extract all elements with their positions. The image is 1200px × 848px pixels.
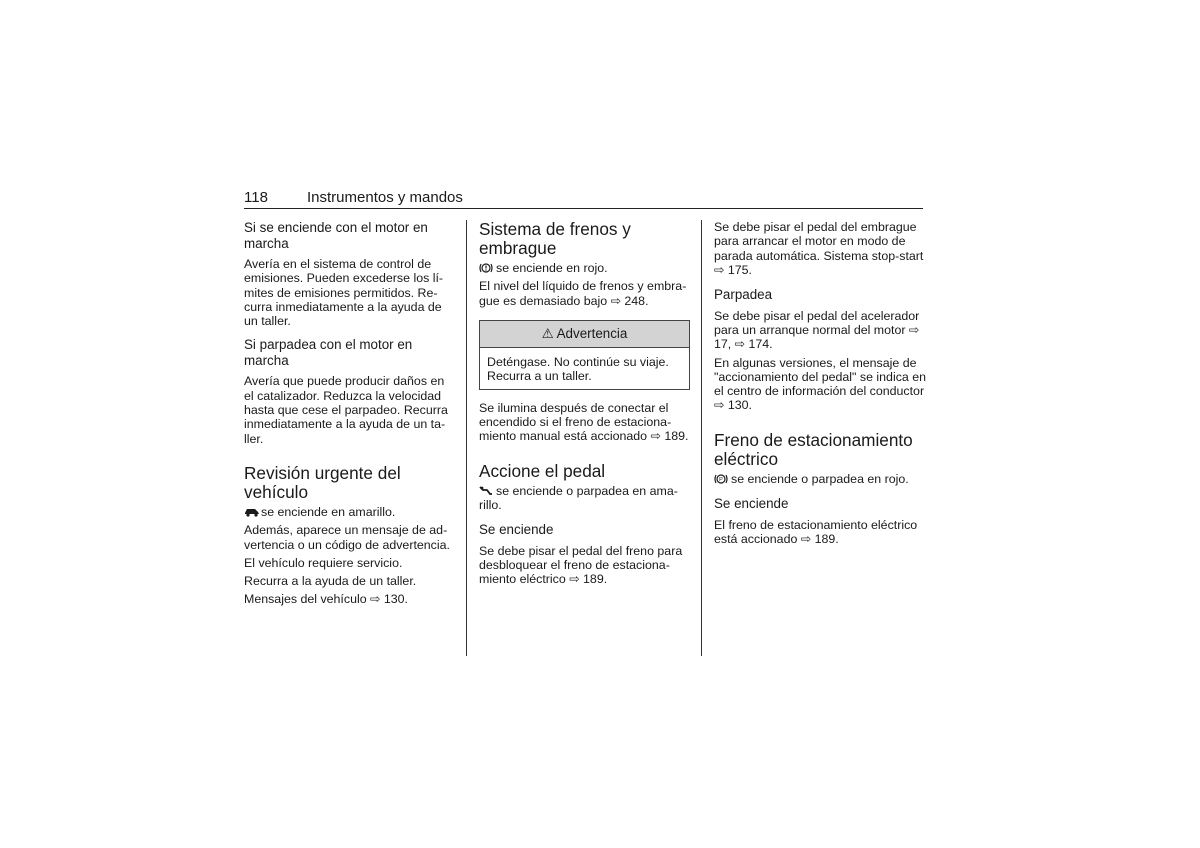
column-1 <box>244 220 456 611</box>
brake-warning-icon <box>479 262 493 273</box>
paragraph-embrague: Se debe pisar el pedal del embrague para arrancar el motor en modo de parada automática. Sistema stop-start ⇨ 175. <box>714 220 924 277</box>
paragraph-revision-icon: se enciende en amarillo. <box>244 505 456 519</box>
heading-revision: Revisión urgente del vehículo <box>244 462 401 502</box>
paragraph-frenos-icon: se enciende en rojo. <box>479 261 690 275</box>
paragraph-frenos-3: Se ilumina después de conectar el encendido si el freno de estacionamiento manual está accionado ⇨ 189. <box>479 400 689 444</box>
heading-freno-electrico: Freno de estacionamiento eléctrico <box>714 429 913 469</box>
column-divider-2 <box>701 220 702 656</box>
page-header <box>244 189 923 209</box>
paragraph-revision-5: Mensajes del vehículo ⇨ 130. <box>244 592 408 607</box>
paragraph-freno-electrico: El freno de estacionamiento eléctrico está accionado ⇨ 189. <box>714 517 918 546</box>
pedal-icon <box>479 485 493 496</box>
subheading-parpadea: Parpadea <box>714 287 773 303</box>
warning-title: ⚠ Advertencia <box>480 321 689 348</box>
parking-brake-icon <box>714 473 728 484</box>
subheading-se-enciende: Se enciende <box>479 522 554 538</box>
warning-box <box>479 320 690 390</box>
paragraph-frenos-2: El nivel del líquido de frenos y embrague es demasiado bajo ⇨ 248. <box>479 279 687 308</box>
column-3 <box>714 220 926 550</box>
subheading-motor-blink: Si parpadea con el motor en marcha <box>244 337 413 368</box>
paragraph-pedal-icon: se enciende o parpadea en amarillo. <box>479 483 678 512</box>
heading-frenos: Sistema de frenos y embrague <box>479 219 631 258</box>
subheading-se-enciende-2: Se enciende <box>714 496 789 512</box>
column-divider-1 <box>466 220 467 656</box>
svg-text:P: P <box>719 476 723 483</box>
paragraph-revision-4: Recurra a la ayuda de un taller. <box>244 574 417 589</box>
heading-pedal: Accione el pedal <box>479 460 606 481</box>
paragraph-versiones: En algunas versiones, el mensaje de "accionamiento del pedal" se indica en el centro de información del conductor ⇨ 130. <box>714 355 927 413</box>
paragraph-motor-blink: Avería que puede producir daños en el catalizador. Reduzca la velocidad hasta que cese el parpadeo. Recurra inmediatamente a la ayuda de un taller. <box>244 374 448 446</box>
paragraph-freno-icon: P se enciende o parpadea en rojo. <box>714 472 926 486</box>
paragraph-parpadea: Se debe pisar el pedal del acelerador para un arranque normal del motor ⇨ 17, ⇨ 174. <box>714 308 920 352</box>
paragraph-motor-on: Avería en el sistema de control de emisiones. Pueden excederse los límites de emisiones permitidos. Recurra inmediatamente a la ayuda de un taller. <box>244 257 444 329</box>
column-2 <box>479 220 690 591</box>
warning-text: Deténgase. No continúe su viaje. Recurra a un taller. <box>487 355 669 384</box>
chapter-title: Instrumentos y mandos <box>307 189 463 206</box>
page-number: 118 <box>244 189 268 206</box>
paragraph-revision-2: Además, aparece un mensaje de advertencia o un código de advertencia. <box>244 523 450 552</box>
subheading-motor-on: Si se enciende con el motor en marcha <box>244 220 428 251</box>
paragraph-revision-3: El vehículo requiere servicio. <box>244 555 403 570</box>
car-wrench-icon <box>244 506 258 517</box>
paragraph-se-enciende: Se debe pisar el pedal del freno para desbloquear el freno de estacionamiento eléctrico ⇨ 189. <box>479 543 683 587</box>
